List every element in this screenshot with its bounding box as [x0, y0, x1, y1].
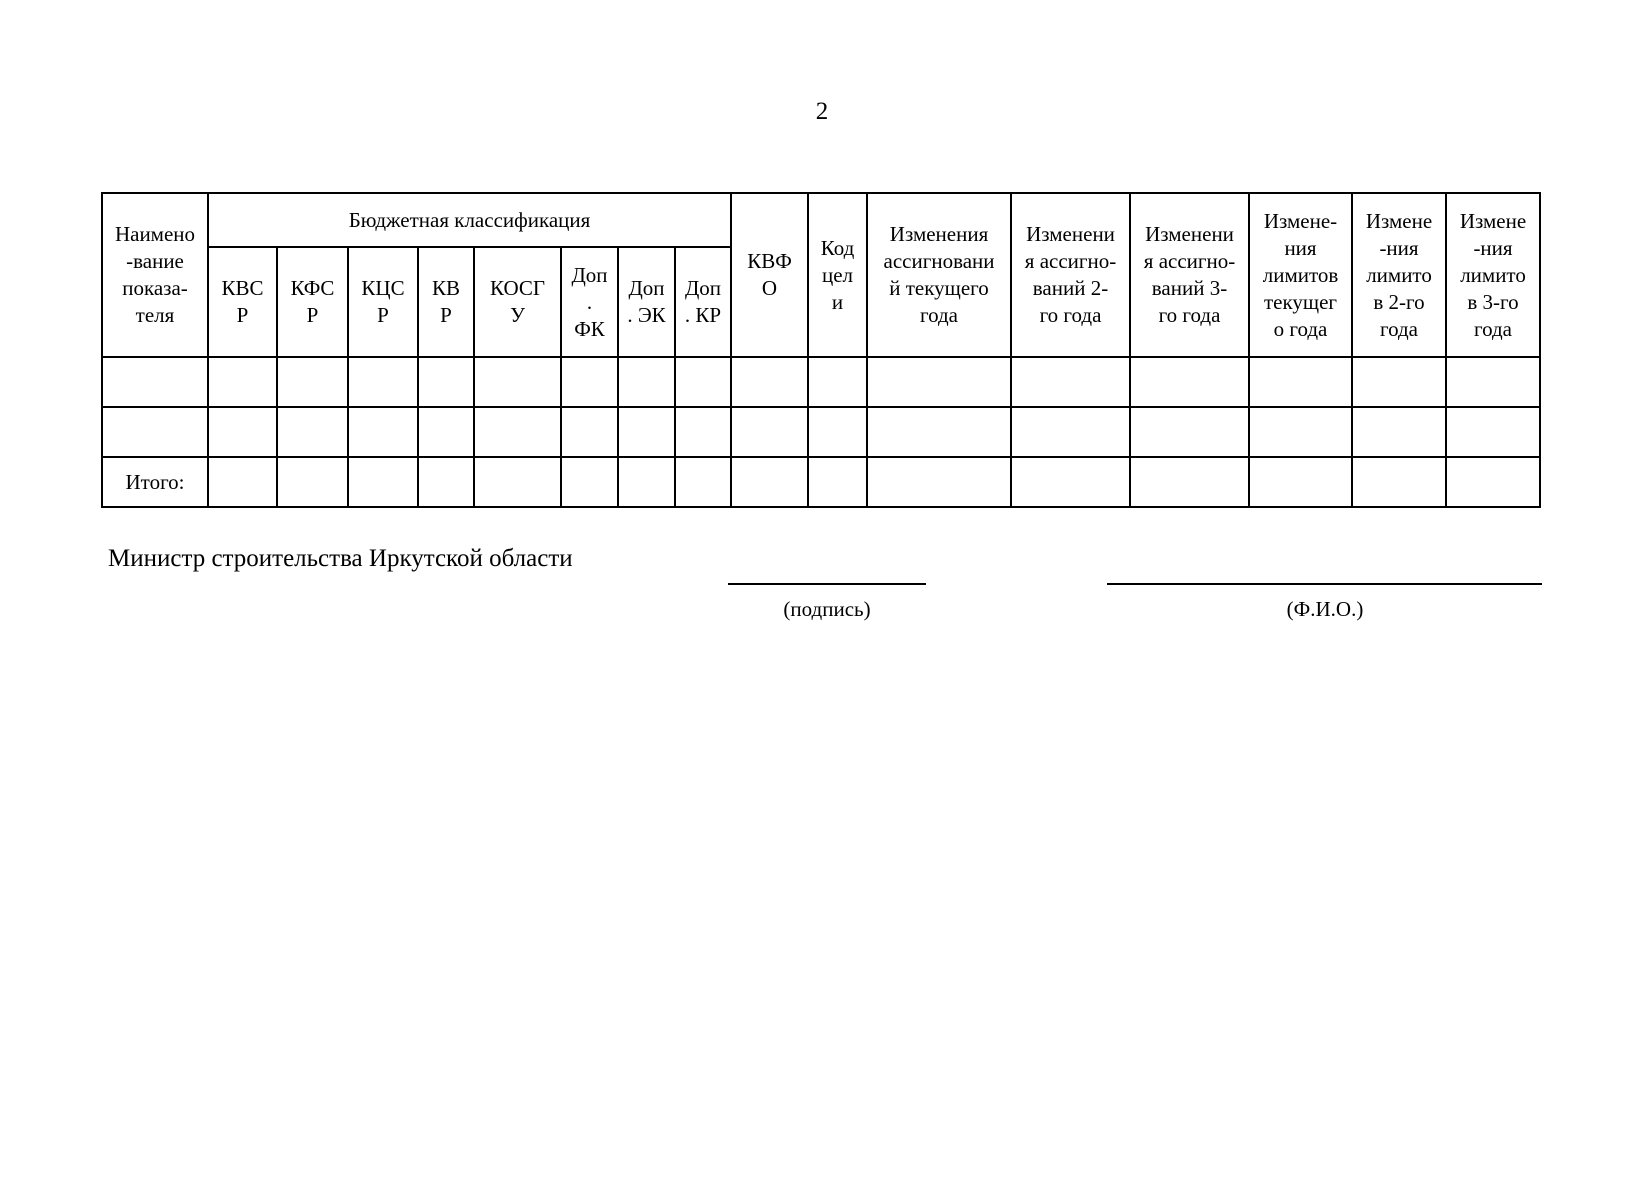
table-cell — [867, 357, 1011, 407]
table-cell — [102, 407, 208, 457]
table-cell — [675, 407, 731, 457]
table-cell — [1352, 457, 1446, 507]
table-cell — [1249, 407, 1352, 457]
header-kvr: КВ Р — [418, 247, 474, 357]
name-caption: (Ф.И.О.) — [1286, 597, 1364, 621]
signature-line — [728, 583, 926, 585]
header-row-group — [102, 193, 1540, 247]
table-cell — [561, 357, 618, 407]
table-cell — [418, 407, 474, 457]
table-cell — [348, 457, 418, 507]
table-cell — [1352, 407, 1446, 457]
table-cell — [675, 457, 731, 507]
header-kvfo: КВФ О — [731, 193, 808, 357]
table-cell — [1011, 357, 1130, 407]
table-cell — [474, 407, 561, 457]
table-cell — [277, 357, 348, 407]
table-cell — [1130, 407, 1249, 457]
table-cell — [1446, 407, 1540, 457]
table-cell — [867, 457, 1011, 507]
table-cell — [1130, 357, 1249, 407]
table-cell — [348, 407, 418, 457]
name-line — [1107, 583, 1542, 585]
header-target-code: Код цел и — [808, 193, 867, 357]
table-cell — [731, 457, 808, 507]
signature-caption: (подпись) — [783, 597, 871, 621]
table-cell — [808, 457, 867, 507]
table-cell — [731, 357, 808, 407]
table-cell — [618, 407, 675, 457]
header-indicator-name: Наимено -вание показа- теля — [102, 193, 208, 357]
table-cell — [208, 357, 277, 407]
table-cell — [277, 457, 348, 507]
table-cell — [102, 357, 208, 407]
table-cell — [1130, 457, 1249, 507]
header-kosgu: КОСГ У — [474, 247, 561, 357]
header-dop-kr: Доп . КР — [675, 247, 731, 357]
table-cell — [1249, 457, 1352, 507]
header-limits-current-year: Измене- ния лимитов текущег о года — [1249, 193, 1352, 357]
table-cell — [1011, 407, 1130, 457]
table-cell — [731, 407, 808, 457]
signatory-title: Министр строительства Иркутской области — [108, 545, 573, 572]
header-limits-year-2: Измене -ния лимито в 2-го года — [1352, 193, 1446, 357]
budget-table — [101, 192, 1541, 508]
table-cell — [1011, 457, 1130, 507]
table-cell — [418, 357, 474, 407]
table-cell — [618, 457, 675, 507]
table-cell — [808, 357, 867, 407]
table-cell — [1249, 357, 1352, 407]
header-dop-ek: Доп . ЭК — [618, 247, 675, 357]
header-alloc-year-2: Изменени я ассигно- ваний 2- го года — [1011, 193, 1130, 357]
table-cell — [208, 457, 277, 507]
table-row — [102, 407, 1540, 457]
header-alloc-year-3: Изменени я ассигно- ваний 3- го года — [1130, 193, 1249, 357]
table-cell — [808, 407, 867, 457]
table-cell — [474, 357, 561, 407]
header-kfsr: КФС Р — [277, 247, 348, 357]
table-cell — [1446, 357, 1540, 407]
table-row — [102, 357, 1540, 407]
table-cell — [618, 357, 675, 407]
header-kcsr: КЦС Р — [348, 247, 418, 357]
table-cell — [561, 457, 618, 507]
total-row — [102, 457, 1540, 507]
table-cell — [208, 407, 277, 457]
table-cell — [675, 357, 731, 407]
header-limits-year-3: Измене -ния лимито в 3-го года — [1446, 193, 1540, 357]
table-cell — [1446, 457, 1540, 507]
table-cell — [277, 407, 348, 457]
header-dop-fk: Доп . ФК — [561, 247, 618, 357]
total-label: Итого: — [102, 457, 208, 507]
page-number: 2 — [815, 98, 829, 125]
header-alloc-current-year: Изменения ассигновани й текущего года — [867, 193, 1011, 357]
table-cell — [474, 457, 561, 507]
header-budget-classification: Бюджетная классификация — [208, 193, 731, 247]
table-cell — [867, 407, 1011, 457]
table-cell — [1352, 357, 1446, 407]
table-cell — [348, 357, 418, 407]
table-cell — [418, 457, 474, 507]
table-cell — [561, 407, 618, 457]
header-kvsr: КВС Р — [208, 247, 277, 357]
